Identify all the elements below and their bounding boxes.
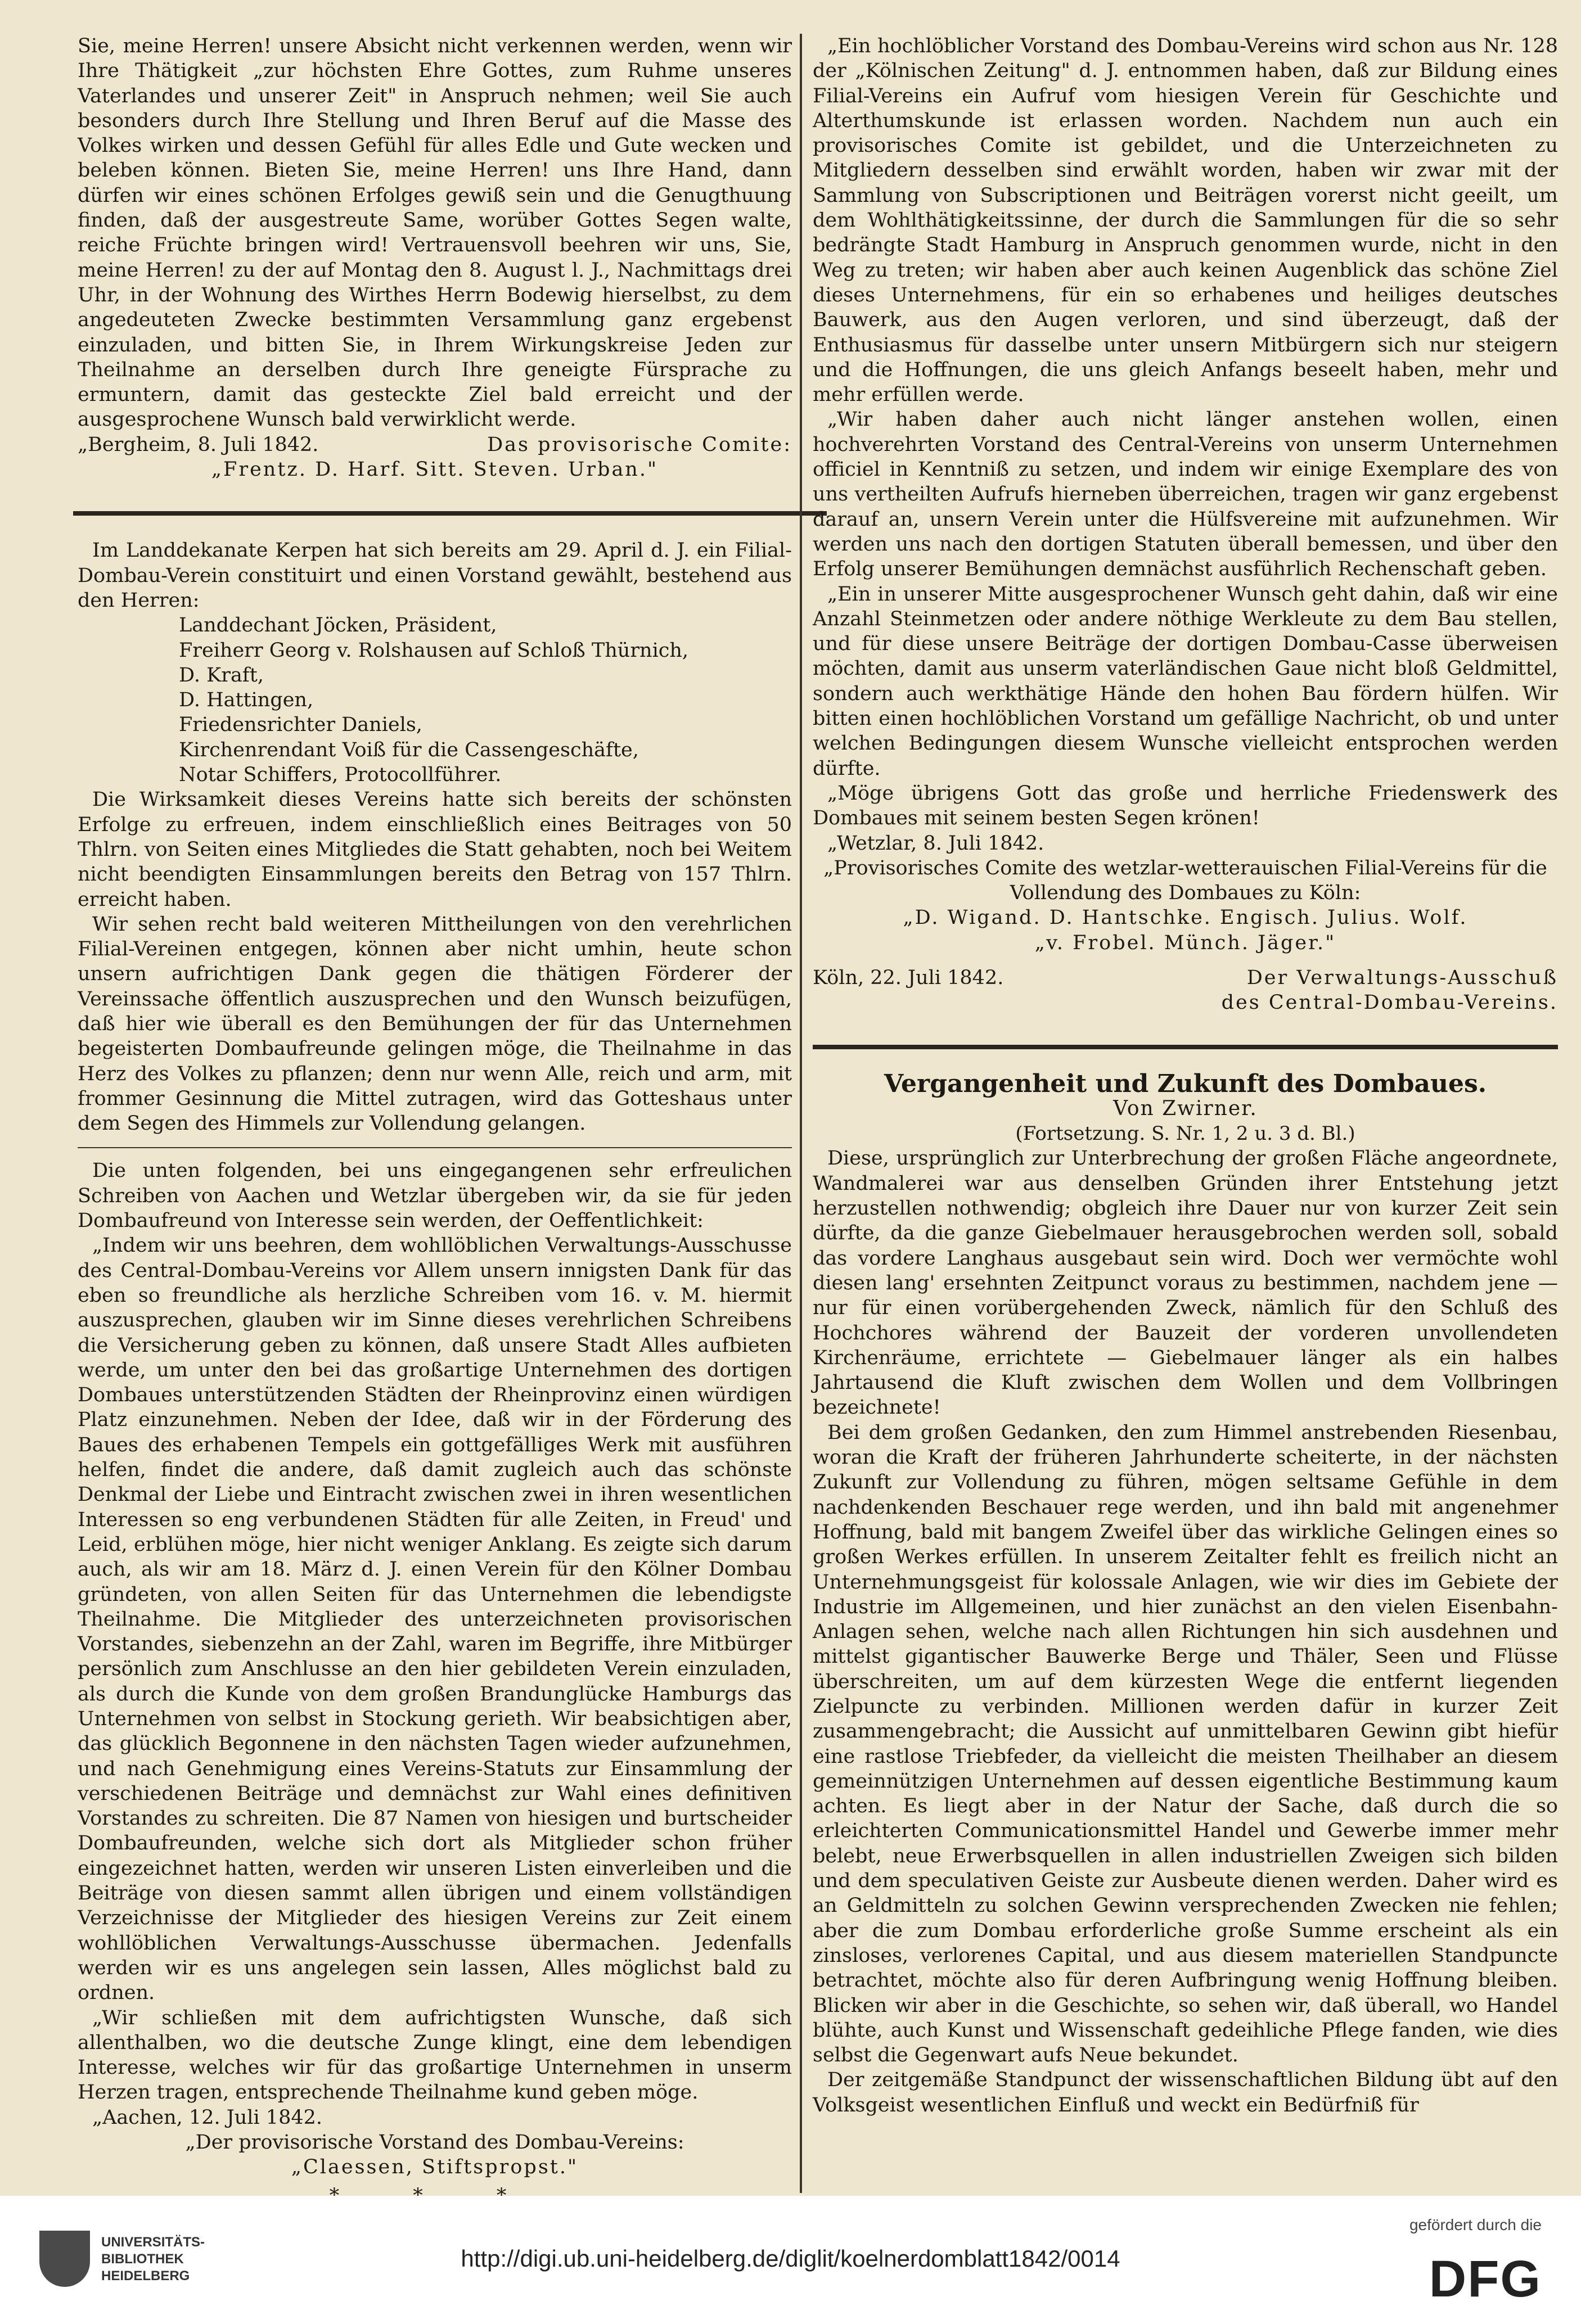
column-rule: [800, 34, 802, 2193]
article-paragraph-3: Der zeitgemäße Standpunct der wissenschaftlichen Bildung übt auf den Volksgeist wesentlichen Einfluß und weckt ein Bedürfniß für: [813, 2069, 1558, 2117]
bergheim-comite: Das provisorische Comite:: [487, 433, 792, 456]
list-item: Landdechant Jöcken, Präsident,: [179, 614, 497, 637]
list-item: Kirchenrendant Voiß für die Cassengeschäfte,: [179, 738, 639, 761]
list-item: D. Hattingen,: [179, 689, 314, 712]
paragraph-wetzlar-4: „Möge übrigens Gott das große und herrliche Friedenswerk des Dombaues mit seinem besten Segen krönen!: [813, 782, 1558, 830]
paragraph-wetzlar-3: „Ein in unserer Mitte ausgesprochener Wunsch geht dahin, daß wir eine Anzahl Steinmetzen oder andere nöthige Werkleute zu dem Bau stellen, und für diese unsere Beiträge der dortigen Dombau-Casse überweisen möchten, damit aus unserm vaterländischen Gaue nicht bloß Geldmittel, sondern auch werkthätige Hände den hohen Bau fördern hülfen. Wir bitten einen hochlöblichen Vorstand um gefällige Nachricht, ob und unter welchen Bedingungen diesem Wunsche vielleicht entsprochen werden dürfte.: [813, 583, 1558, 780]
article-title: Vergangenheit und Zukunft des Dombaues.: [884, 1069, 1487, 1098]
ausschuss-line-1: Der Verwaltungs-Ausschuß: [1246, 966, 1558, 989]
koeln-date: Köln, 22. Juli 1842.: [813, 966, 1004, 989]
paragraph-wirksamkeit: Die Wirksamkeit dieses Vereins hatte sich bereits der schönsten Erfolge zu erfreuen, indem einschließlich eines Beitrages von 50 Thlrn. von Seiten eines Mitgliedes die Statt gehabten, noch bei Weitem nicht beendigten Einsammlungen bereits den Betrag von 157 Thlrn. erreicht haben.: [78, 788, 792, 911]
wetzlar-signatures-1: „D. Wigand. D. Hantschke. Engisch. Julius. Wolf.: [903, 906, 1468, 929]
bergheim-date: „Bergheim, 8. Juli 1842.: [78, 433, 319, 456]
aachen-vorstand: „Der provisorische Vorstand des Dombau-Vereins:: [185, 2131, 684, 2154]
article-paragraph-2: Bei dem großen Gedanken, den zum Himmel anstrebenden Riesenbau, woran die Kraft der früheren Jahrhunderte scheiterte, in der nächsten Zukunft zur Vollendung zu führen, mögen seltsame Gefühle in dem nachdenkenden Beschauer rege werden, und ihn bald mit angenehmer Hoffnung, bald mit bangem Zweifel über das wirkliche Gelingen eines so großen Werkes erfüllen. In unserem Zeitalter fehlt es freilich nicht an Unternehmungsgeist für kolossale Anlagen, wie wir dies im Gebiete der Industrie im Allgemeinen, und hier zunächst an den vielen Eisenbahn-Anlagen sehen, welche nach allen Richtungen hin sich ausdehnen und mittelst gigantischer Bauwerke Berge und Thäler, Seen und Flüsse überschreiten, um auf dem kürzesten Wege die entfernt liegenden Zielpuncte zu verbinden. Millionen werden dafür in kurzer Zeit zusammengebracht; die Aussicht auf unmittelbaren Gewinn gibt hiefür eine rastlose Triebfeder, da vielleicht die meisten Theilhaber an diesem gemeinnützigen Unternehmen auf dessen eigentliche Bestimmung kaum achten. Es liegt aber in der Natur der Sache, daß durch die so erleichterten Communicationsmittel Handel und Gewerbe immer mehr belebt, neue Erwerbsquellen in allen industriellen Zweigen sich bilden und dem speculativen Geiste zur Ausbeute dienen werden. Daher wird es an Geldmitteln zu solchen Gewinn versprechenden Zwecken nie fehlen; aber die zum Dombau erforderliche große Summe erscheint als ein zinsloses, verlorenes Capital, und aus diesem materiellen Standpuncte betrachtet, möchte also für deren Aufbringung wenig Hoffnung bleiben. Blicken wir aber in die Geschichte, so sehen wir, daß überall, wo Handel blühte, auch Kunst und Wissenschaft gedeihliche Pflege fanden, wie dies selbst die Gegenwart aufs Neue bekundet.: [813, 1421, 1558, 2067]
wetzlar-comite: „Provisorisches Comite des wetzlar-wetterauischen Filial-Vereins für die Vollendung des Dombaues zu Köln:: [823, 856, 1547, 905]
list-item: D. Kraft,: [179, 664, 264, 687]
board-member-list: [78, 613, 792, 787]
koeln-dateline: [813, 965, 1558, 990]
section-divider: [813, 1045, 1558, 1049]
paragraph-aachen-closing: „Wir schließen mit dem aufrichtigsten Wunsche, daß sich allenthalben, wo die deutsche Zunge klingt, eine dem lebendigen Interesse, welches wir für das großartige Unternehmen in unserm Herzen tragen, entsprechende Theilnahme kund geben möge.: [78, 2006, 792, 2104]
article-note: (Fortsetzung. S. Nr. 1, 2 u. 3 d. Bl.): [1015, 1122, 1355, 1145]
aachen-date: „Aachen, 12. Juli 1842.: [92, 2106, 322, 2129]
library-name-line: UNIVERSITÄTS-: [101, 2235, 205, 2250]
paragraph-schreiben-intro: Die unten folgenden, bei uns eingegangenen sehr erfreulichen Schreiben von Aachen und Wetzlar übergeben wir, da sie für jeden Dombaufreund von Interesse sein werden, der Oeffentlichkeit:: [78, 1159, 792, 1233]
wetzlar-date: „Wetzlar, 8. Juli 1842.: [827, 832, 1044, 855]
viewer-footer: [0, 2196, 1581, 2324]
list-item: Friedensrichter Daniels,: [179, 714, 422, 737]
paragraph-aachen-letter: „Indem wir uns beehren, dem wohllöblichen Verwaltungs-Ausschusse des Central-Dombau-Vereins vor Allem unsern innigsten Dank für das eben so freundliche als herzliche Schreiben vom 16. v. M. hiermit auszusprechen, glauben wir im Sinne dieses verehrlichen Schreibens die Versicherung geben zu können, daß unsere Stadt Alles aufbieten werde, um unter den bei das großartige Unternehmen des dortigen Dombaues unterstützenden Städten der Rheinprovinz einen würdigen Platz einzunehmen. Neben der Idee, daß wir in der Förderung des Baues des erhabenen Tempels ein gottgefälliges Werk mit ausführen helfen, findet die andere, daß damit zugleich auch das schönste Denkmal der Liebe und Eintracht zwischen zwei in ihren wesentlichen Interessen so eng verbundenen Städten für alle Zeiten, in Freud' und Leid, erblühen möge, hier nicht weniger Anklang. Es zeigte sich darum auch, als wir am 18. März d. J. einen Verein für den Kölner Dombau gründeten, von allen Seiten für das Unternehmen die lebendigste Theilnahme. Die Mitglieder des unterzeichneten provisorischen Vorstandes, siebenzehn an der Zahl, waren im Begriffe, ihre Mitbürger persönlich zum Anschlusse an den hier gebildeten Verein einzuladen, als durch die Kunde von dem großen Brandunglücke Hamburgs das Unternehmen von selbst in Stockung gerieth. Wir beabsichtigen aber, das glücklich Begonnene in den nächsten Tagen wieder aufzunehmen, und nach Genehmigung eines Vereins-Statuts zur Einsammlung der verschiedenen Beiträge und demnächst zur Wahl eines definitiven Vorstandes zu schreiten. Die 87 Namen von hiesigen und burtscheider Dombaufreunden, welche sich dort als Mitglieder schon früher eingezeichnet hatten, werden wir unseren Listen einverleiben und die Beiträge von diesen sammt allen übrigen und einem vollständigen Verzeichnisse der Mitglieder des hiesigen Vereins zur Zeit einem wohllöblichen Verwaltungs-Ausschusse übermachen. Jedenfalls werden wir es uns angelegen sein lassen, Alles möglichst bald zu ordnen.: [78, 1234, 792, 2005]
paragraph-mittheilungen: Wir sehen recht bald weiteren Mittheilungen von den verehrlichen Filial-Vereinen entgegen, können aber nicht umhin, heute schon unsern aufrichtigen Dank gegen die thätigen Förderer der Vereinssache öffentlich auszusprechen und den Wunsch beizufügen, daß hier wie überall es den Bemühungen der für das Unternehmen begeisterten Dombaufreunde gelingen möge, die Theilnahme in das Herz des Volkes zu pflanzen; denn nur wenn Alle, reich und arm, mit frommer Gesinnung die Mittel zutragen, wird das Gotteshaus unter dem Segen des Himmels zur Vollendung gelangen.: [78, 913, 792, 1135]
list-item: Freiherr Georg v. Rolshausen auf Schloß Thürnich,: [179, 639, 689, 662]
dfg-logo[interactable]: DFG: [1429, 2250, 1542, 2308]
funding-credit: gefördert durch die: [1409, 2216, 1542, 2233]
bergheim-dateline: [78, 432, 792, 457]
bergheim-signatures: „Frentz. D. Harf. Sitt. Steven. Urban.": [211, 458, 659, 481]
aachen-signature: „Claessen, Stiftspropst.": [291, 2156, 579, 2179]
wetzlar-signatures-2: „v. Frobel. Münch. Jäger.": [1034, 931, 1336, 954]
library-name-line: BIBLIOTHEK: [101, 2251, 184, 2267]
section-divider: [73, 511, 827, 516]
ausschuss-line-2: des Central-Dombau-Vereins.: [1221, 991, 1558, 1014]
paragraph-kerpen: Im Landdekanate Kerpen hat sich bereits am 29. April d. J. ein Filial-Dombau-Verein constituirt und einen Vorstand gewählt, bestehend aus den Herren:: [78, 539, 792, 612]
left-column: [78, 34, 792, 2208]
right-column: [813, 34, 1558, 2118]
paragraph-wetzlar-1: „Ein hochlöblicher Vorstand des Dombau-Vereins wird schon aus Nr. 128 der „Kölnischen Zeitung" d. J. entnommen haben, daß zur Bildung eines Filial-Vereins ein Aufruf vom hiesigen Verein für Geschichte und Alterthumskunde ist erlassen worden. Nachdem nun auch ein provisorisches Comite ist gebildet, und die Unterzeichneten zu Mitgliedern desselben sind erwählt worden, haben wir zwar mit der Sammlung von Subscriptionen und Beiträgen vorerst nicht geeilt, um dem Wohlthätigkeitssinne, der durch die Sammlungen für die so sehr bedrängte Stadt Hamburg in Anspruch genommen wurde, nicht in den Weg zu treten; wir haben aber auch keinen Augenblick das schöne Ziel dieses Unternehmens, für ein so erhabenes und heiliges deutsches Bauwerk, aus den Augen verloren, und sind überzeugt, daß der Enthusiasmus für dasselbe unter unsern Mitbürgern sich nur steigern und die Hoffnungen, die uns gleich Anfangs beseelt haben, mehr und mehr erfüllen werde.: [813, 35, 1558, 407]
paragraph-invitation: Sie, meine Herren! unsere Absicht nicht verkennen werden, wenn wir Ihre Thätigkeit „zur höchsten Ehre Gottes, zum Ruhme unseres Vaterlandes und unserer Zeit" in Anspruch nehmen; weil Sie auch besonders durch Ihre Stellung und Ihren Beruf auf die Masse des Volkes wirken und dessen Gefühl für alles Edle und Gute wecken und beleben können. Bieten Sie, meine Herren! uns Ihre Hand, dann dürfen wir eines schönen Erfolges gewiß sein und die Genugthuung finden, daß der ausgestreute Same, worüber Gottes Segen walte, reiche Früchte bringen wird! Vertrauensvoll beehren wir uns, Sie, meine Herren! zu der auf Montag den 8. August l. J., Nachmittags drei Uhr, in der Wohnung des Wirthes Herrn Bodewig hierselbst, zu dem angedeuteten Zwecke bestimmten Versammlung ganz ergebenst einzuladen, und bitten Sie, in Ihrem Wirkungskreise Jeden zur Theilnahme an derselben durch Ihre geneigte Fürsprache zu ermuntern, damit das gesteckte Ziel bald erreicht und der ausgesprochene Wunsch bald verwirklicht werde.: [78, 35, 792, 431]
article-author: Von Zwirner.: [1113, 1096, 1258, 1120]
article-paragraph-1: Diese, ursprünglich zur Unterbrechung der großen Fläche angeordnete, Wandmalerei war aus denselben Gründen ihrer Entstehung jetzt herzustellen nothwendig; obgleich ihre Dauer nur von kurzer Zeit sein dürfte, da die ganze Giebelmauer herausgebrochen werden soll, sobald das vordere Langhaus ausgebaut sein wird. Doch wer vermöchte wohl diesen lang' ersehnten Zeitpunct voraus zu bestimmen, nachdem jene — nur für einen vorübergehenden Zweck, nämlich für den Schluß des Hochchores während der Bauzeit der vorderen unvollendeten Kirchenräume, errichtete — Giebelmauer länger als ein halbes Jahrtausend die Kluft zwischen dem Wollen und dem Vollbringen bezeichnete!: [813, 1147, 1558, 1419]
list-item: Notar Schiffers, Protocollführer.: [179, 764, 502, 787]
library-name-line: HEIDELBERG: [101, 2268, 190, 2284]
permalink-url[interactable]: http://digi.ub.uni-heidelberg.de/diglit/koelnerdomblatt1842/0014: [461, 2245, 1120, 2272]
section-divider-thin: [78, 1147, 792, 1148]
paragraph-wetzlar-2: „Wir haben daher auch nicht länger anstehen wollen, einen hochverehrten Vorstand des Central-Vereins von unserm Unternehmen officiel in Kenntniß zu setzen, und indem wir einige Exemplare des von uns vertheilten Aufrufs hierneben überreichen, tragen wir ganz ergebenst darauf an, unsern Verein unter die Hülfsvereine mit aufzunehmen. Wir werden uns nach den dortigen Statuten überall bemessen, und über den Erfolg unserer Bemühungen demnächst ausführlich Rechenschaft geben.: [813, 408, 1558, 581]
